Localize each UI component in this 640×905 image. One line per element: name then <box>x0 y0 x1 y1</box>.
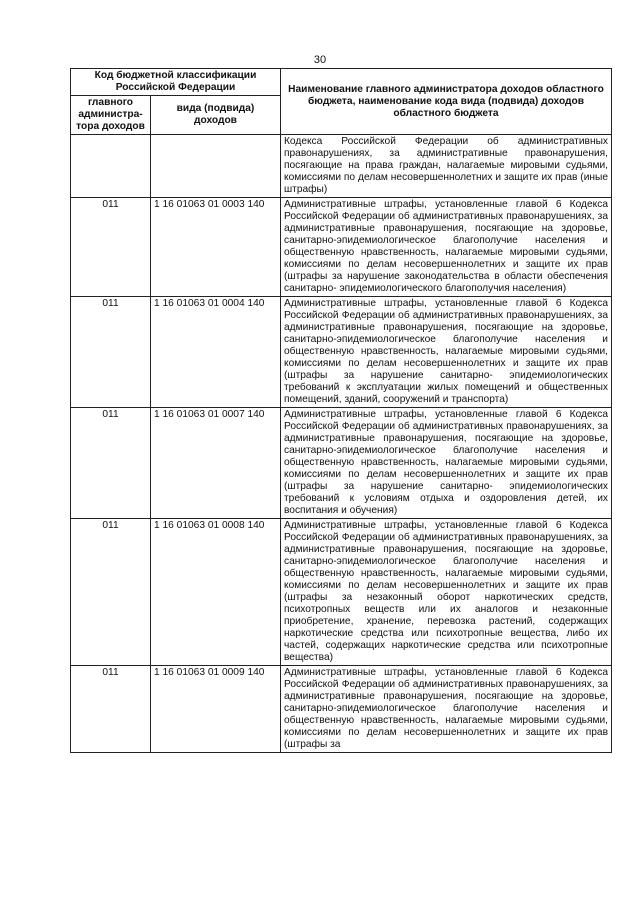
income-name-cell: Административные штрафы, установленные главой 6 Кодекса Российской Федерации об административных правонарушениях, за административные правонарушения, посягающие на здоровье, санитарно-эпидемиологическое благополучие населения и общественную нравственность, налагаемые мировыми судьями, комиссиями по делам несовершеннолетних и защите их прав (штрафы за незаконный оборот наркотических средств, психотропных веществ или их аналогов и незаконные приобретение, хранение, перевозка растений, содержащих наркотические средства или психотропные вещества, либо их частей, содержащих наркотические средства или психотропные вещества) <box>281 519 612 666</box>
header-type-column: вида (подвида) доходов <box>151 96 281 135</box>
budget-classification-table <box>70 68 612 753</box>
income-code-cell: 1 16 01063 01 0003 140 <box>151 198 281 297</box>
table-row <box>71 135 612 198</box>
table-row <box>71 408 612 519</box>
income-code-cell <box>151 135 281 198</box>
header-name-column: Наименование главного администратора доходов областного бюджета, наименование кода вида (подвида) доходов областного бюджета <box>281 69 612 135</box>
income-name-cell: Административные штрафы, установленные главой 6 Кодекса Российской Федерации об административных правонарушениях, за административные правонарушения, посягающие на здоровье, санитарно-эпидемиологическое благополучие населения и общественную нравственность, налагаемые мировыми судьями, комиссиями по делам несовершеннолетних и защите их прав (штрафы за нарушение законодательства в области обеспечения санитарно- эпидемиологического благополучия населения) <box>281 198 612 297</box>
income-name-cell: Кодекса Российской Федерации об административных правонарушениях, за административные правонарушения, посягающие на права граждан, налагаемые мировыми судьями, комиссиями по делам несовершеннолетних и защите их прав (иные штрафы) <box>281 135 612 198</box>
table-row <box>71 198 612 297</box>
table-row <box>71 297 612 408</box>
admin-code-cell <box>71 135 151 198</box>
page-number: 30 <box>313 54 327 66</box>
income-name-cell: Административные штрафы, установленные главой 6 Кодекса Российской Федерации об административных правонарушениях, за административные правонарушения, посягающие на здоровье, санитарно-эпидемиологическое благополучие населения и общественную нравственность, налагаемые мировыми судьями, комиссиями по делам несовершеннолетних и защите их прав (штрафы за нарушение санитарно- эпидемиологических требований к условиям отдыха и оздоровления детей, их воспитания и обучения) <box>281 408 612 519</box>
admin-code-cell: 011 <box>71 666 151 753</box>
table-row <box>71 519 612 666</box>
admin-code-cell: 011 <box>71 408 151 519</box>
admin-code-cell: 011 <box>71 519 151 666</box>
table-row <box>71 666 612 753</box>
income-code-cell: 1 16 01063 01 0008 140 <box>151 519 281 666</box>
income-code-cell: 1 16 01063 01 0007 140 <box>151 408 281 519</box>
header-admin-column: главного администра-тора доходов <box>71 96 151 135</box>
header-group-title: Код бюджетной классификации Российской Федерации <box>71 69 281 96</box>
income-name-cell: Административные штрафы, установленные главой 6 Кодекса Российской Федерации об административных правонарушениях, за административные правонарушения, посягающие на здоровье, санитарно-эпидемиологическое благополучие населения и общественную нравственность, налагаемые мировыми судьями, комиссиями по делам несовершеннолетних и защите их прав (штрафы за нарушение санитарно- эпидемиологических требований к эксплуатации жилых помещений и общественных помещений, зданий, сооружений и транспорта) <box>281 297 612 408</box>
admin-code-cell: 011 <box>71 297 151 408</box>
income-code-cell: 1 16 01063 01 0004 140 <box>151 297 281 408</box>
income-name-cell: Административные штрафы, установленные главой 6 Кодекса Российской Федерации об административных правонарушениях, за административные правонарушения, посягающие на здоровье, санитарно-эпидемиологическое благополучие населения и общественную нравственность, налагаемые мировыми судьями, комиссиями по делам несовершеннолетних и защите их прав (штрафы за <box>281 666 612 753</box>
income-code-cell: 1 16 01063 01 0009 140 <box>151 666 281 753</box>
admin-code-cell: 011 <box>71 198 151 297</box>
table-header <box>71 69 612 135</box>
